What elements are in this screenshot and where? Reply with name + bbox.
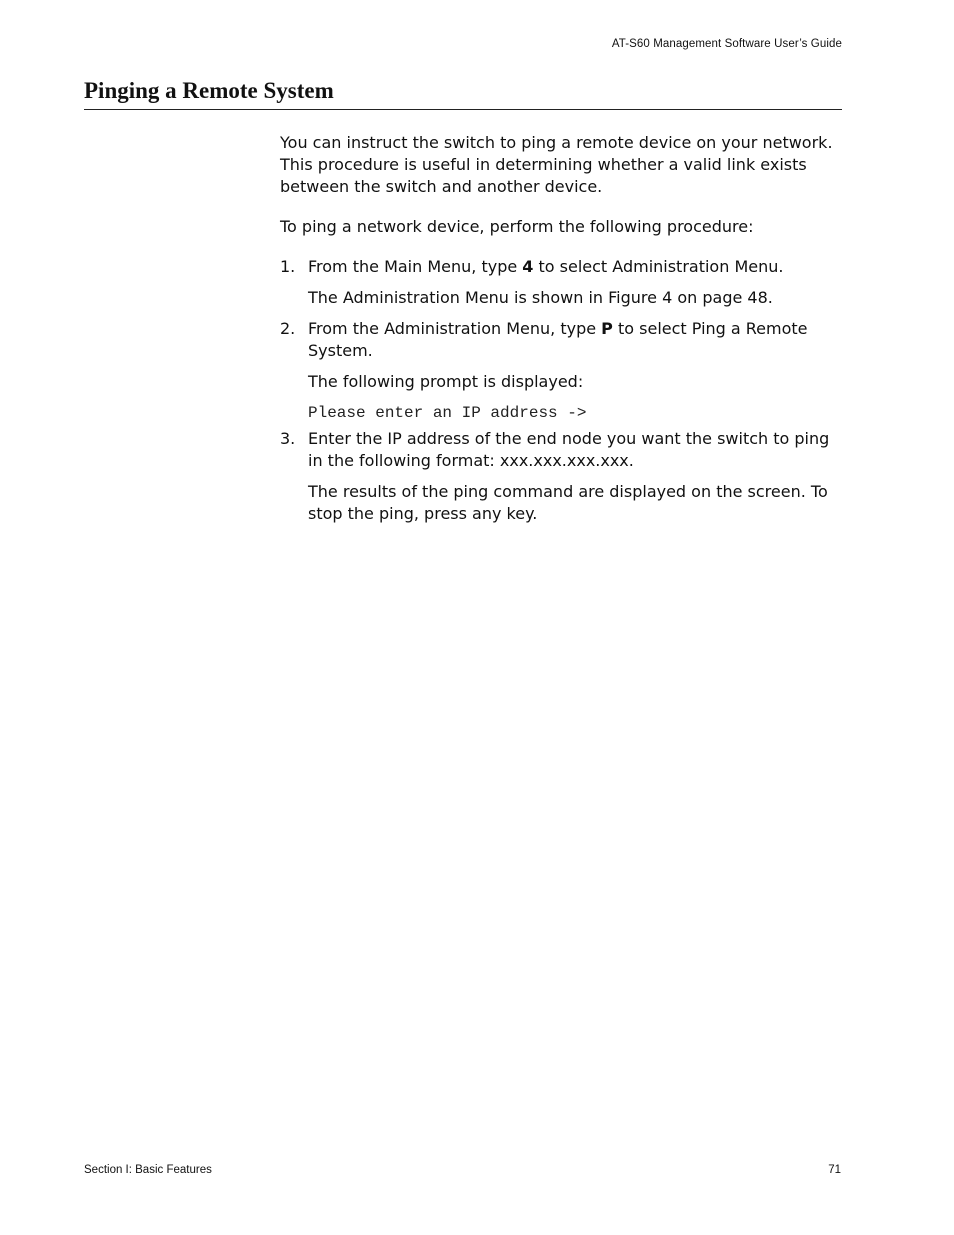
- step-number: 2.: [280, 319, 296, 338]
- step-number: 1.: [280, 257, 296, 276]
- step-text-part: From the Administration Menu, type: [308, 319, 602, 338]
- step-text-part: From the Main Menu, type: [308, 257, 523, 276]
- step-text: [308, 256, 840, 278]
- section-title: Pinging a Remote System: [84, 78, 334, 103]
- key-label: P: [601, 319, 613, 338]
- step-note: The following prompt is displayed:: [308, 372, 584, 391]
- prompt-code: Please enter an IP address ->: [308, 404, 587, 422]
- step-1: [280, 256, 840, 309]
- footer-section: Section I: Basic Features: [84, 1164, 212, 1176]
- step-text-part: to select Administration Menu.: [533, 257, 784, 276]
- step-2: [280, 318, 840, 424]
- step-number: 3.: [280, 429, 296, 448]
- step-3: [280, 428, 840, 525]
- key-label: 4: [522, 257, 534, 276]
- page-number: 71: [828, 1164, 841, 1176]
- lead-paragraph: To ping a network device, perform the following procedure:: [280, 217, 754, 236]
- step-text: [308, 318, 840, 362]
- step-text: Enter the IP address of the end node you want the switch to ping in the following format: xxx.xxx.xxx.xxx.: [308, 429, 830, 470]
- title-rule: [84, 109, 842, 110]
- step-text-part: to select Ping a Remote System.: [308, 319, 808, 360]
- step-note: The results of the ping command are displayed on the screen. To stop the ping, press any key.: [308, 482, 828, 523]
- body-content: [280, 132, 840, 525]
- intro-paragraph: You can instruct the switch to ping a remote device on your network. This procedure is useful in determining whether a valid link exists between the switch and another device.: [280, 133, 833, 196]
- running-header: AT-S60 Management Software User’s Guide: [611, 38, 842, 50]
- step-note: The Administration Menu is shown in Figure 4 on page 48.: [308, 288, 773, 307]
